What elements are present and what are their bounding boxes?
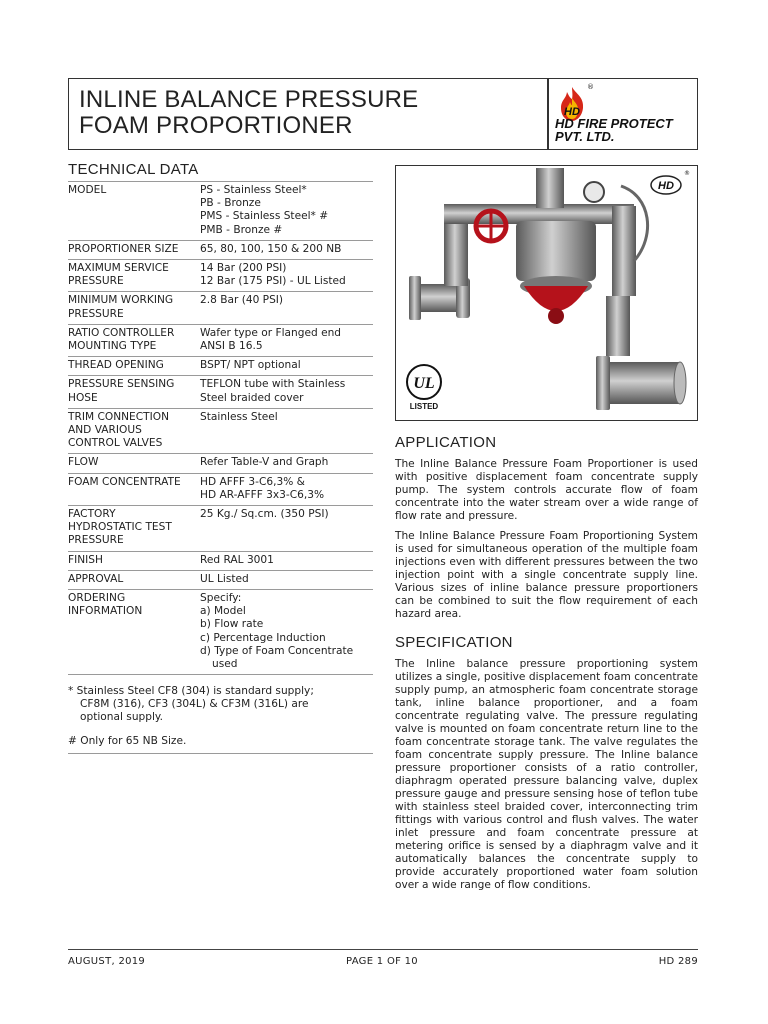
footer-doc-code: HD 289 bbox=[658, 956, 698, 967]
spec-row bbox=[68, 570, 373, 589]
spec-label-line: AND VARIOUS bbox=[68, 424, 142, 437]
spec-label-line: ORDERING bbox=[68, 592, 126, 605]
application-paragraph-1: The Inline Balance Pressure Foam Proportioner is used with positive displacement foam concentrate supply pump. The system controls accurate flow of foam concentrate into the water stream over a wide range of flow rate and pressure. bbox=[395, 458, 698, 522]
spec-row bbox=[68, 473, 373, 505]
spec-label-line: FACTORY bbox=[68, 508, 116, 521]
hd-badge-text: HD bbox=[658, 180, 674, 192]
spec-value bbox=[200, 357, 373, 376]
material-note-line-2: CF8M (316), CF3 (304L) & CF3M (316L) are bbox=[80, 698, 309, 711]
spec-value-line: TEFLON tube with Stainless bbox=[200, 378, 346, 391]
spec-value-line: Specify: bbox=[200, 592, 242, 605]
spec-value-line: 25 Kg./ Sq.cm. (350 PSI) bbox=[200, 508, 329, 521]
spec-label-line: PRESSURE SENSING bbox=[68, 378, 175, 391]
spec-value bbox=[200, 324, 373, 356]
material-note bbox=[68, 685, 373, 725]
spec-row bbox=[68, 376, 373, 408]
spec-label-line: RATIO CONTROLLER bbox=[68, 326, 175, 339]
spec-label bbox=[68, 182, 200, 241]
diaphragm-housing bbox=[524, 286, 588, 311]
material-note-line-1: * Stainless Steel CF8 (304) is standard supply; bbox=[68, 685, 314, 697]
spec-value-line: 14 Bar (200 PSI) bbox=[200, 262, 287, 275]
specification-heading: SPECIFICATION bbox=[395, 634, 513, 651]
right-riser-pipe bbox=[612, 206, 636, 296]
spec-label bbox=[68, 260, 200, 292]
spec-row bbox=[68, 506, 373, 552]
title-line-2: FOAM PROPORTIONER bbox=[79, 112, 353, 139]
inlet-pipe bbox=[421, 284, 461, 312]
spec-row bbox=[68, 590, 373, 675]
spec-value-line: 2.8 Bar (40 PSI) bbox=[200, 294, 284, 307]
top-fitting bbox=[536, 168, 564, 208]
spec-label bbox=[68, 292, 200, 324]
spec-value-line: PB - Bronze bbox=[200, 197, 261, 210]
spec-label-line: CONTROL VALVES bbox=[68, 437, 163, 450]
spec-label-line: MODEL bbox=[68, 184, 107, 196]
spec-label bbox=[68, 590, 200, 675]
spec-label-line: PRESSURE bbox=[68, 534, 124, 547]
outlet-flange bbox=[596, 356, 610, 410]
technical-data-heading: TECHNICAL DATA bbox=[68, 161, 199, 178]
spec-row bbox=[68, 240, 373, 259]
title-line-1: INLINE BALANCE PRESSURE bbox=[79, 86, 419, 113]
size-note: # Only for 65 NB Size. bbox=[68, 735, 187, 747]
spec-value-line: 65, 80, 100, 150 & 200 NB bbox=[200, 242, 342, 255]
spec-value-line: 12 Bar (175 PSI) - UL Listed bbox=[200, 275, 346, 288]
inlet-flange bbox=[409, 276, 421, 320]
spec-row bbox=[68, 324, 373, 356]
spec-label-line: PROPORTIONER SIZE bbox=[68, 242, 179, 255]
company-name bbox=[555, 117, 673, 143]
spec-value bbox=[200, 473, 373, 505]
hd-badge bbox=[651, 170, 690, 194]
spec-label-line: FOAM CONCENTRATE bbox=[68, 475, 181, 488]
spec-label bbox=[68, 240, 200, 259]
spec-label-line: PRESSURE bbox=[68, 275, 124, 288]
notes-divider bbox=[68, 753, 373, 754]
spec-row bbox=[68, 260, 373, 292]
balancing-valve-body bbox=[516, 221, 596, 281]
spec-value-line: Steel braided cover bbox=[200, 391, 304, 404]
spec-value bbox=[200, 292, 373, 324]
logo-registered-mark: ® bbox=[587, 83, 594, 91]
spec-row bbox=[68, 292, 373, 324]
spec-label bbox=[68, 408, 200, 454]
spec-label-line: HOSE bbox=[68, 391, 98, 404]
spec-value-line: Refer Table-V and Graph bbox=[200, 456, 329, 469]
spec-value-line: Red RAL 3001 bbox=[200, 553, 274, 566]
spec-value bbox=[200, 260, 373, 292]
application-paragraph-2: The Inline Balance Pressure Foam Proportioning System is used for simultaneous operation of the multiple foam injections even with different pressures between the two injection point with a single concentrate supply line. Various sizes of inline balance pressure proportioners can be combined to suit the flow requirement of each hazard area. bbox=[395, 530, 698, 620]
spec-label bbox=[68, 324, 200, 356]
spec-label-line: MINIMUM WORKING bbox=[68, 294, 174, 307]
spec-label-line: TRIM CONNECTION bbox=[68, 410, 169, 423]
spec-value-line: PMS - Stainless Steel* # bbox=[200, 210, 329, 223]
spec-label bbox=[68, 454, 200, 473]
spec-value bbox=[200, 570, 373, 589]
ul-mark-text: UL bbox=[413, 375, 435, 392]
spec-value-line: Wafer type or Flanged end bbox=[200, 326, 342, 339]
spec-value bbox=[200, 454, 373, 473]
company-logo bbox=[555, 83, 695, 145]
spec-value bbox=[200, 590, 373, 675]
spec-value bbox=[200, 506, 373, 552]
spec-label bbox=[68, 473, 200, 505]
spec-label-line: MAXIMUM SERVICE bbox=[68, 262, 169, 275]
company-name-line-1: HD FIRE PROTECT bbox=[555, 116, 673, 131]
spec-value-line: b) Flow rate bbox=[200, 618, 264, 631]
footer-page-number: PAGE 1 OF 10 bbox=[346, 956, 418, 967]
technical-data-table bbox=[68, 181, 373, 675]
footer-divider bbox=[68, 949, 698, 950]
spec-label bbox=[68, 357, 200, 376]
spec-row bbox=[68, 357, 373, 376]
outlet-riser bbox=[606, 296, 630, 356]
spec-label-line: FLOW bbox=[68, 456, 99, 469]
spec-value-line: c) Percentage Induction bbox=[200, 631, 326, 644]
spec-value-line: used bbox=[212, 658, 238, 671]
ul-listed-mark bbox=[407, 365, 441, 411]
application-heading: APPLICATION bbox=[395, 434, 497, 451]
spec-label-line: FINISH bbox=[68, 553, 103, 566]
spec-label-line: THREAD OPENING bbox=[68, 359, 164, 372]
spec-value-line: HD AR-AFFF 3x3-C6,3% bbox=[200, 488, 325, 501]
pressure-gauge-icon bbox=[584, 182, 604, 202]
svg-text:HD: HD bbox=[564, 106, 580, 118]
document-title bbox=[79, 87, 418, 139]
material-note-line-3: optional supply. bbox=[80, 711, 164, 724]
spec-value bbox=[200, 182, 373, 241]
spec-row bbox=[68, 454, 373, 473]
spec-value-line: Stainless Steel bbox=[200, 410, 278, 423]
product-photo-frame bbox=[395, 165, 698, 421]
spec-label bbox=[68, 570, 200, 589]
spec-value bbox=[200, 376, 373, 408]
spec-value-line: d) Type of Foam Concentrate bbox=[200, 644, 354, 657]
spec-value-line: BSPT/ NPT optional bbox=[200, 359, 301, 372]
ul-listed-text: LISTED bbox=[409, 402, 439, 411]
spec-value-line: HD AFFF 3-C6,3% & bbox=[200, 475, 305, 488]
product-photo bbox=[396, 166, 698, 421]
spec-row bbox=[68, 551, 373, 570]
outlet-pipe bbox=[610, 362, 680, 404]
footer-date: AUGUST, 2019 bbox=[68, 956, 146, 967]
spec-label bbox=[68, 551, 200, 570]
title-box bbox=[68, 78, 698, 150]
spec-label-line: APPROVAL bbox=[68, 572, 124, 585]
spec-value-line: PS - Stainless Steel* bbox=[200, 184, 307, 196]
spec-label-line: PRESSURE bbox=[68, 307, 124, 320]
spec-label-line: HYDROSTATIC TEST bbox=[68, 521, 172, 534]
logo-divider bbox=[547, 79, 549, 149]
spec-value-line: PMB - Bronze # bbox=[200, 223, 283, 236]
spec-value bbox=[200, 240, 373, 259]
spec-row bbox=[68, 408, 373, 454]
company-name-line-2: PVT. LTD. bbox=[555, 129, 615, 144]
spec-value-line: a) Model bbox=[200, 605, 246, 618]
spec-label bbox=[68, 376, 200, 408]
spec-value-line: ANSI B 16.5 bbox=[200, 340, 263, 353]
spec-label bbox=[68, 506, 200, 552]
spec-value bbox=[200, 551, 373, 570]
specification-paragraph: The Inline balance pressure proportioning system utilizes a single, positive displacement foam concentrate supply pump, an atmospheric foam concentrate storage tank, inline balance proportioner, and a foam concentrate regulating valve. The pressure regulating valve is mounted on foam concentrate return line to the foam concentrate storage tank. The valve regulates the foam concentrate supply pressure. The Inline balance pressure proportioner consists of a ratio controller, diaphragm operated pressure balancing valve, duplex pressure gauge and pressure sensing hose of teflon tube with stainless steel braided cover, interconnecting trim fittings with various control and flush valves. The water inlet pressure and foam concentrate pressure at metering orifice is sensed by a diaphragm valve and it automatically balances the concentrate supply to provide accurately proportioned water foam solution over a wide range of flow conditions. bbox=[395, 658, 698, 891]
spec-label-line: MOUNTING TYPE bbox=[68, 340, 157, 353]
spec-label-line: INFORMATION bbox=[68, 605, 143, 618]
spec-value-line: UL Listed bbox=[200, 572, 249, 585]
spec-value bbox=[200, 408, 373, 454]
spec-row bbox=[68, 182, 373, 241]
hd-badge-registered: ® bbox=[684, 170, 690, 177]
